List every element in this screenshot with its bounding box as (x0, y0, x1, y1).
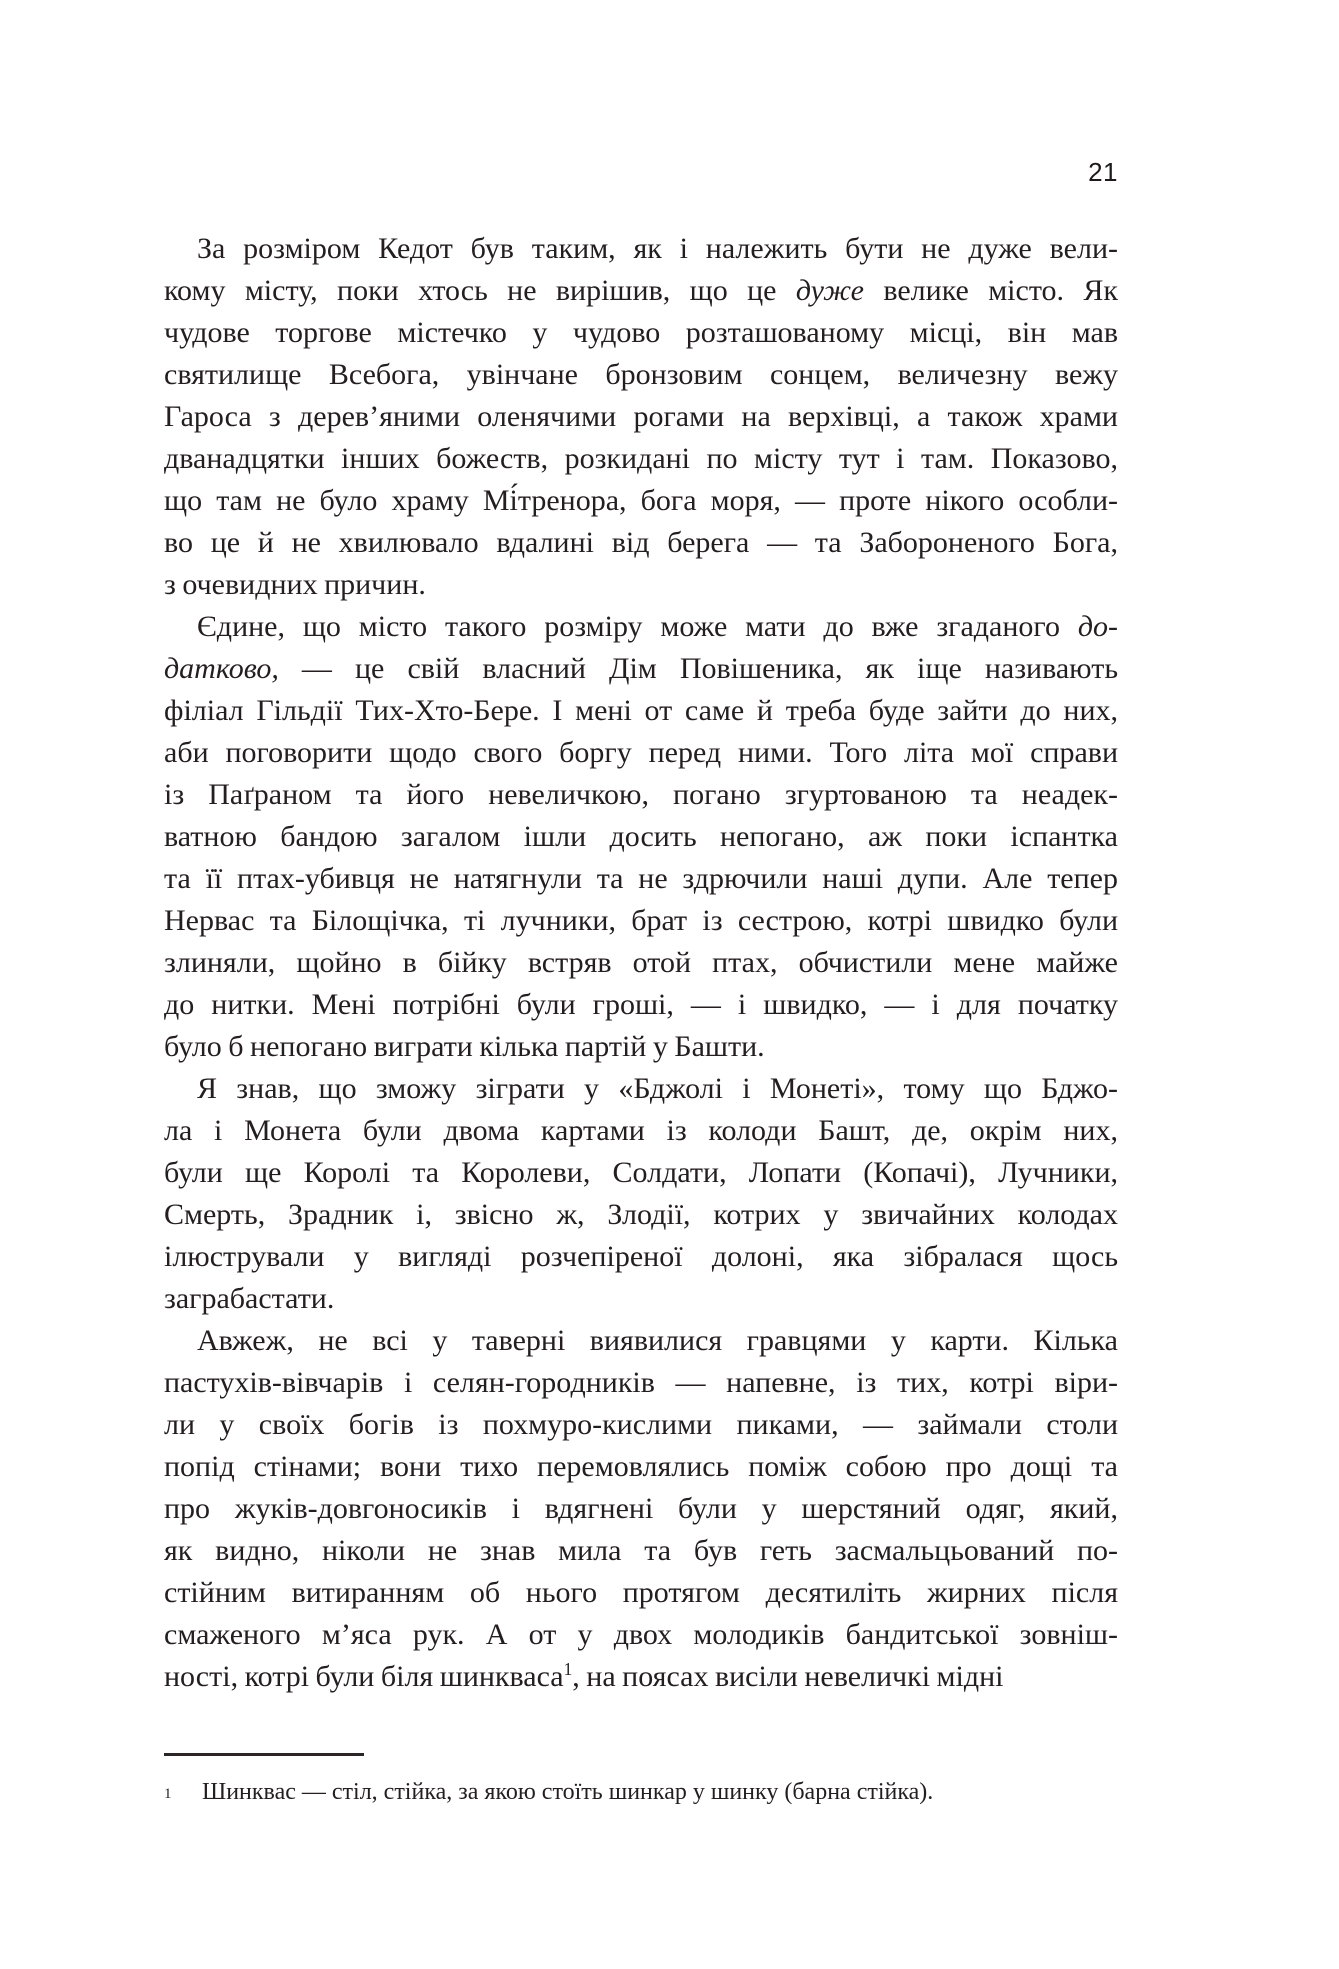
text-line: Нервас та Білощічка, ті лучники, брат із сестрою, котрі швидко були (164, 904, 1118, 937)
text-line: злиняли, щойно в бійку встряв отой птах, обчистили мене майже (164, 946, 1118, 979)
text-line: були ще Королі та Королеви, Солдати, Лопати (Копачі), Лучники, (164, 1156, 1118, 1189)
text-line: аби поговорити щодо свого боргу перед ними. Того літа мої справи (164, 736, 1118, 769)
text-line: Єдине, що місто такого розміру може мати до вже згаданого до- (197, 610, 1118, 643)
text-line: смаженого м’яса рук. А от у двох молодиків бандитської зовніш- (164, 1618, 1118, 1651)
text-line: святилище Всебога, увінчане бронзовим сонцем, величезну вежу (164, 358, 1118, 391)
text-line: з очевидних причин. (164, 568, 426, 601)
text-line: філіал Гільдії Тих-Хто-Бере. І мені от саме й треба буде зайти до них, (164, 694, 1118, 727)
text-line: як видно, ніколи не знав мила та був геть засмальцьований по- (164, 1534, 1118, 1567)
footnote-marker: 1 (164, 1786, 172, 1802)
text-line: Смерть, Зрадник і, звісно ж, Злодії, котрих у звичайних колодах (164, 1198, 1118, 1231)
text-line: датково, — це свій власний Дім Повішеника, як іще називають (164, 652, 1118, 685)
text-line: ватною бандою загалом ішли досить непогано, аж поки іспантка (164, 820, 1118, 853)
text-line: ли у своїх богів із похмуро-кислими пиками, — займали столи (164, 1408, 1118, 1441)
text-line: про жуків-довгоносиків і вдягнені були у шерстяний одяг, який, (164, 1492, 1118, 1525)
text-line: попід стінами; вони тихо перемовлялись поміж собою про дощі та (164, 1450, 1118, 1483)
text-line: ності, котрі були біля шинкваса$^1$, на поясах висіли невеличкі мідні (164, 1659, 1004, 1693)
text-line: во це й не хвилювало вдалині від берега — та Забороненого Бога, (164, 526, 1118, 559)
text-line: та її птах-убивця не натягнули та не здрючили наші дупи. Але тепер (164, 862, 1118, 895)
text-line: що там не було храму Мі́тренора, бога моря, — проте нікого особли- (164, 484, 1118, 517)
text-line: ілюстрували у вигляді розчепіреної долоні, яка зібралася щось (164, 1240, 1118, 1273)
paragraph (164, 1320, 1118, 1698)
text-block (164, 228, 1118, 1698)
text-line: до нитки. Мені потрібні були гроші, — і швидко, — і для початку (164, 988, 1118, 1021)
footnote (164, 1753, 1118, 1809)
text-line: Гароса з дерев’яними оленячими рогами на верхівці, а також храми (164, 400, 1118, 433)
text-line: заграбастати. (164, 1282, 335, 1315)
text-line: було б непогано виграти кілька партій у Башти. (164, 1030, 765, 1063)
text-line: кому місту, поки хтось не вирішив, що це дуже велике місто. Як (164, 274, 1118, 307)
text-line: чудове торгове містечко у чудово розташованому місці, він мав (164, 316, 1118, 349)
footnote-text: Шинквас — стіл, стійка, за якою стоїть шинкар у шинку (барна стійка). (202, 1779, 934, 1805)
text-line: ла і Монета були двома картами із колоди Башт, де, окрім них, (164, 1114, 1118, 1147)
text-line: За розміром Кедот був таким, як і належить бути не дуже вели- (197, 232, 1118, 265)
text-line: пастухів-вівчарів і селян-городників — напевне, із тих, котрі віри- (164, 1366, 1118, 1399)
paragraph (164, 228, 1118, 606)
text-line: стійним витиранням об нього протягом десятиліть жирних після (164, 1576, 1118, 1609)
text-line: із Паґраном та його невеличкою, погано згуртованою та неадек- (164, 778, 1118, 811)
paragraph (164, 1068, 1118, 1320)
footnote-line (164, 1777, 1118, 1809)
text-line: Я знав, що зможу зіграти у «Бджолі і Монеті», тому що Бджо- (197, 1072, 1118, 1105)
text-line: Авжеж, не всі у таверні виявилися гравцями у карти. Кілька (197, 1324, 1118, 1357)
page-number: 21 (1088, 157, 1118, 187)
paragraph (164, 606, 1118, 1068)
footnote-rule (164, 1753, 364, 1756)
text-line: дванадцятки інших божеств, розкидані по місту тут і там. Показово, (164, 442, 1118, 475)
